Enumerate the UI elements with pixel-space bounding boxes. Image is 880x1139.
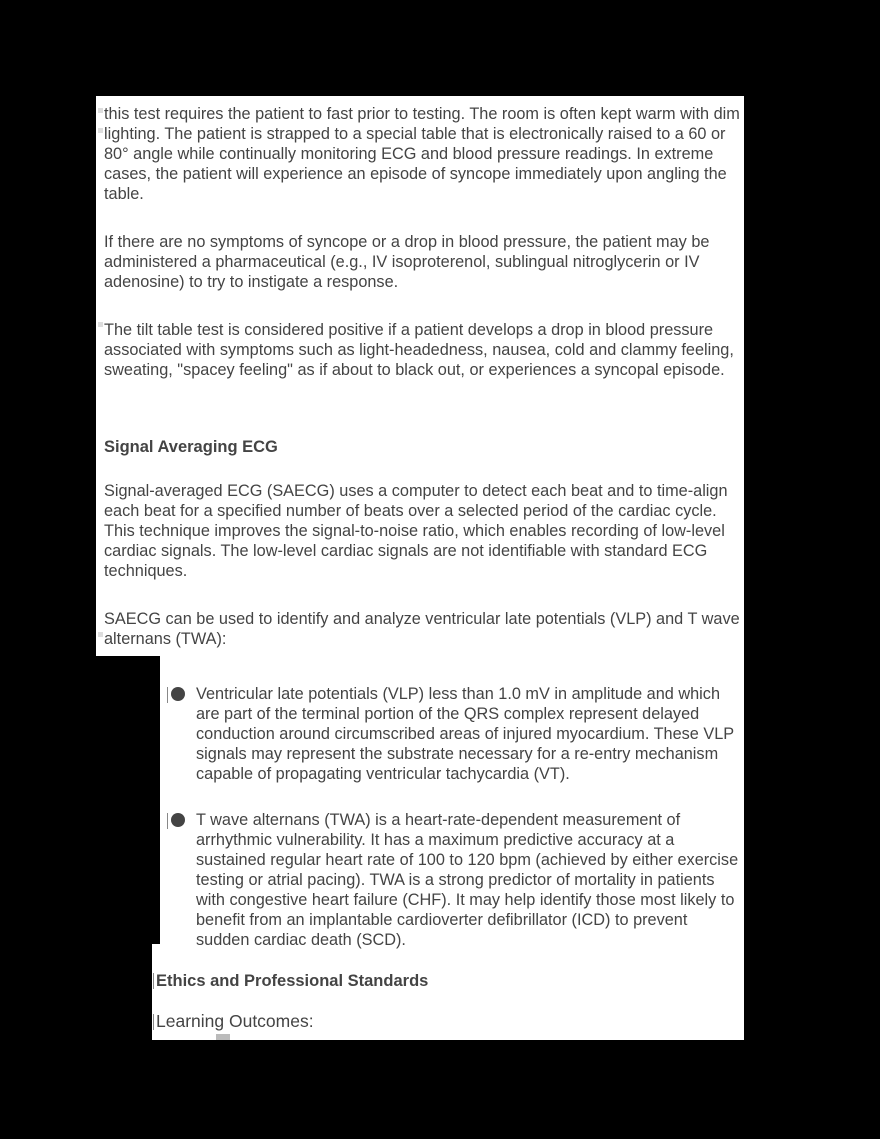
margin-marker — [98, 108, 103, 113]
list-marker-tick — [167, 687, 168, 703]
heading-signal-averaging-ecg: Signal Averaging ECG — [104, 438, 278, 456]
subheading-learning-outcomes: Learning Outcomes: — [156, 1011, 314, 1031]
list-marker-tick — [167, 813, 168, 829]
margin-marker — [98, 632, 103, 637]
paragraph-pharmaceutical: If there are no symptoms of syncope or a drop in blood pressure, the patient may be administered a pharmaceutical (e.g., IV isoproterenol, sublingual nitroglycerin or IV adenosine) to try to instigate a response. — [104, 233, 710, 291]
list-item-vlp: Ventricular late potentials (VLP) less than 1.0 mV in amplitude and which are part of the terminal portion of the QRS complex represent delayed conduction around circumscribed areas of injured myocardium. These VLP signals may represent the substrate necessary for a re-entry mechanism capable of propagating ventricular tachycardia (VT). — [196, 685, 734, 783]
list-marker-tick — [153, 973, 154, 989]
bullet-icon — [171, 687, 185, 701]
paragraph-positive-result: The tilt table test is considered positive if a patient develops a drop in blood pressure associated with symptoms such as light-headedness, nausea, cold and clammy feeling, sweating, "spacey feeling" as if about to black out, or experiences a syncopal episode. — [104, 321, 734, 379]
margin-marker — [98, 128, 103, 133]
list-item-twa: T wave alternans (TWA) is a heart-rate-dependent measurement of arrhythmic vulnerability. It has a maximum predictive accuracy at a sustained regular heart rate of 100 to 120 bpm (achieved by either exercise testing or atrial pacing). TWA is a strong predictor of mortality in patients with congestive heart failure (CHF). It may help identify those most likely to benefit from an implantable cardioverter defibrillator (ICD) to prevent sudden cardiac death (SCD). — [196, 811, 739, 949]
paragraph-tilt-test-procedure: this test requires the patient to fast prior to testing. The room is often kept warm with dim lighting. The patient is strapped to a special table that is electronically raised to a 60 or 80° angle while continually monitoring ECG and blood pressure readings. In extreme cases, the patient will experience an episode of syncope immediately upon angling the table. — [104, 105, 740, 203]
list-marker-tick — [153, 1014, 154, 1030]
bullet-icon — [171, 813, 185, 827]
paragraph-saecg-description: Signal-averaged ECG (SAECG) uses a computer to detect each beat and to time-align each beat for a specified number of beats over a selected period of the cardiac cycle. This technique improves the signal-to-noise ratio, which enables recording of low-level cardiac signals. The low-level cardiac signals are not identifiable with standard ECG techniques. — [104, 482, 728, 580]
paragraph-saecg-uses: SAECG can be used to identify and analyze ventricular late potentials (VLP) and T wave alternans (TWA): — [104, 610, 740, 648]
margin-marker — [98, 322, 103, 327]
page-fragment-marker — [216, 1034, 230, 1040]
heading-ethics: Ethics and Professional Standards — [156, 972, 429, 990]
